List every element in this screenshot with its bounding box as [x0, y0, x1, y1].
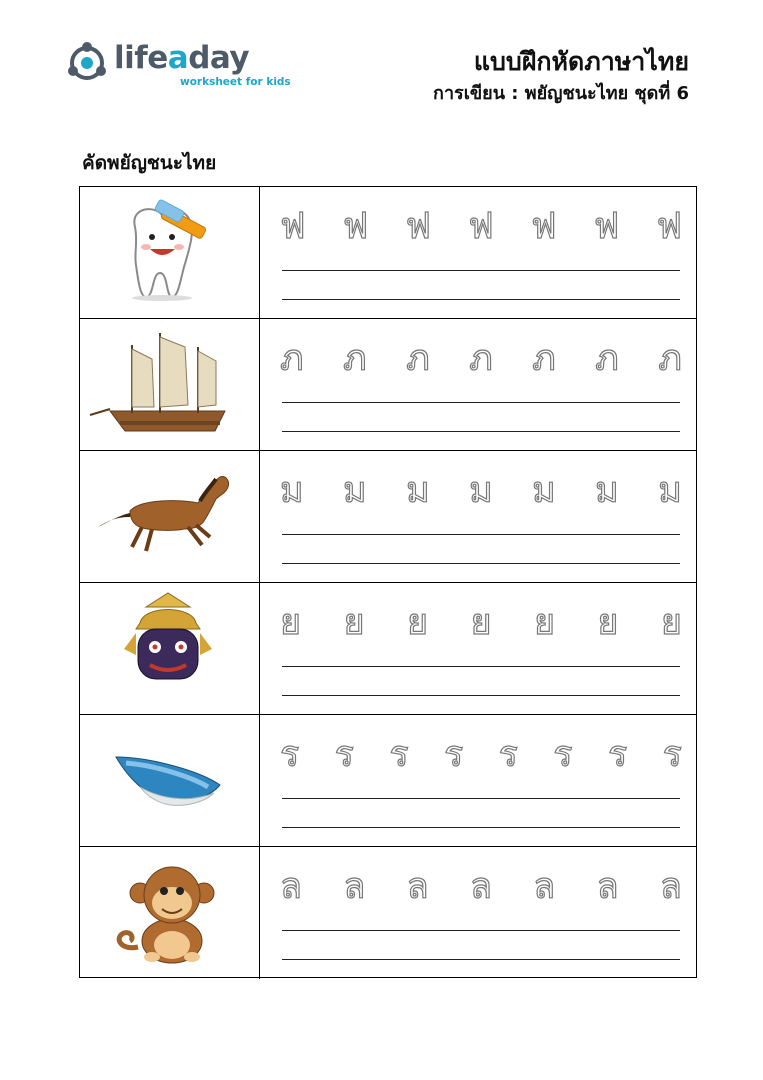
tracing-letter: ม — [406, 470, 430, 511]
tracing-cell — [260, 583, 696, 714]
tracing-letters — [280, 595, 682, 651]
writing-line[interactable] — [282, 431, 680, 432]
lifeaday-logo — [64, 38, 291, 94]
worksheet-subtitle: การเขียน : พยัญชนะไทย ชุดที่ 6 — [433, 83, 689, 104]
table-row — [80, 451, 696, 583]
tracing-letter: ร — [498, 734, 518, 775]
picture-cell — [80, 187, 260, 318]
tracing-letter: ล — [596, 866, 619, 907]
writing-line[interactable] — [282, 930, 680, 931]
tracing-letter: ล — [533, 866, 556, 907]
tracing-letter: ภ — [595, 338, 619, 379]
tracing-letter: ย — [533, 602, 556, 643]
tracing-letter: ฟ — [280, 206, 306, 247]
writing-line[interactable] — [282, 563, 680, 564]
tooth-toothbrush-image — [80, 187, 258, 317]
tracing-letter: ม — [280, 470, 304, 511]
tracing-letter: ย — [406, 602, 429, 643]
junk-ship-image — [80, 319, 258, 449]
tracing-letter: ภ — [343, 338, 367, 379]
tracing-cell — [260, 715, 696, 846]
boat-image — [80, 715, 258, 845]
tracing-letter: ภ — [280, 338, 304, 379]
tracing-letter: ฟ — [531, 206, 557, 247]
tracing-letter: ย — [470, 602, 492, 643]
table-row — [80, 319, 696, 451]
tracing-letters — [280, 859, 682, 915]
writing-line[interactable] — [282, 534, 680, 535]
tracing-letter: ล — [280, 866, 303, 907]
tracing-letters — [280, 463, 682, 519]
writing-line[interactable] — [282, 666, 680, 667]
writing-line[interactable] — [282, 827, 680, 828]
tracing-letter: ม — [343, 470, 367, 511]
tracing-letter: ม — [532, 470, 556, 511]
tracing-table — [79, 186, 697, 978]
tracing-letter: ร — [607, 734, 628, 775]
tracing-cell — [260, 319, 696, 450]
tracing-letter: ร — [662, 734, 682, 775]
tracing-letter: ฟ — [468, 206, 494, 247]
tracing-letter: ร — [443, 734, 464, 775]
tracing-letter: ล — [469, 866, 492, 907]
writing-line[interactable] — [282, 798, 680, 799]
table-row — [80, 847, 696, 979]
tracing-cell — [260, 187, 696, 318]
tracing-letter: ร — [553, 734, 573, 775]
writing-line[interactable] — [282, 959, 680, 960]
tracing-letters — [280, 199, 682, 255]
table-row — [80, 583, 696, 715]
tracing-letters — [280, 727, 682, 783]
tracing-letter: ภ — [406, 338, 430, 379]
monkey-image — [80, 847, 258, 977]
picture-cell — [80, 847, 260, 979]
picture-cell — [80, 319, 260, 450]
writing-line[interactable] — [282, 270, 680, 271]
tracing-cell — [260, 451, 696, 582]
tracing-letter: ย — [343, 602, 365, 643]
section-heading: คัดพยัญชนะไทย — [82, 152, 217, 174]
tracing-letter: ย — [280, 602, 302, 643]
writing-line[interactable] — [282, 402, 680, 403]
tracing-cell — [260, 847, 696, 979]
tracing-letter: ฟ — [593, 206, 620, 247]
tracing-letter: ภ — [469, 338, 493, 379]
tracing-letter: ฟ — [656, 206, 682, 247]
tracing-letter: ฟ — [405, 206, 431, 247]
tracing-letter: ย — [660, 602, 682, 643]
logo-wordmark: lifeaday — [114, 40, 250, 76]
writing-line[interactable] — [282, 299, 680, 300]
tracing-letter: ภ — [658, 338, 682, 379]
tracing-letter: ฟ — [342, 206, 369, 247]
tracing-letter: ภ — [532, 338, 556, 379]
table-row — [80, 715, 696, 847]
tracing-letter: ร — [334, 734, 354, 775]
tracing-letter: ร — [389, 734, 409, 775]
horse-image — [80, 451, 258, 581]
tracing-letters — [280, 331, 682, 387]
tracing-letter: ล — [659, 866, 682, 907]
picture-cell — [80, 583, 260, 714]
giant-mask-image — [80, 583, 258, 713]
tracing-letter: ย — [597, 602, 619, 643]
table-row — [80, 187, 696, 319]
tracing-letter: ร — [280, 734, 300, 775]
logo-tagline: worksheet for kids — [180, 76, 291, 88]
worksheet-title: แบบฝึกหัดภาษาไทย — [473, 47, 689, 76]
tracing-letter: ม — [595, 470, 619, 511]
tracing-letter: ล — [406, 866, 429, 907]
tracing-letter: ล — [343, 866, 366, 907]
writing-line[interactable] — [282, 695, 680, 696]
picture-cell — [80, 451, 260, 582]
tracing-letter: ม — [658, 470, 682, 511]
picture-cell — [80, 715, 260, 846]
tracing-letter: ม — [469, 470, 493, 511]
logo-molecule-icon — [64, 40, 110, 86]
